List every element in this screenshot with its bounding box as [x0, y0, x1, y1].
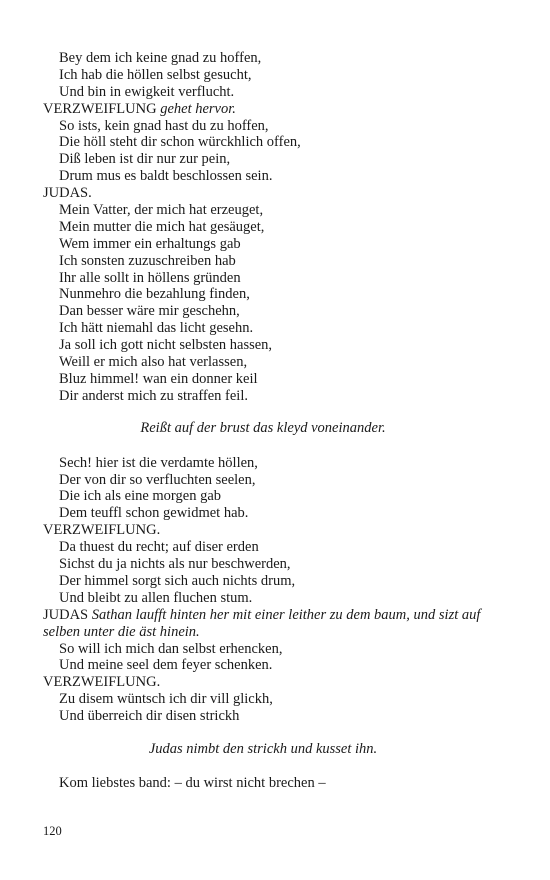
verse-line: Mein Vatter, der mich hat erzeuget,: [59, 202, 264, 219]
speaker-line: [43, 607, 483, 641]
verse-line: Der himmel sorgt sich auch nichts drum,: [59, 572, 296, 589]
verse-block-5: [43, 539, 483, 607]
verse-line: Und bin in ewigkeit verflucht.: [59, 83, 235, 100]
speaker-name: VERZWEIFLUNG: [43, 100, 157, 117]
verse-block-1: [43, 50, 483, 101]
speaker-name: JUDAS: [43, 606, 89, 623]
verse-line: Und meine seel dem feyer schenken.: [59, 657, 273, 674]
speaker-name: VERZWEIFLUNG.: [43, 674, 161, 691]
verse-line: Ich hätt niemahl das licht gesehn.: [59, 320, 254, 337]
verse-line: Dir anderst mich zu straffen feil.: [59, 387, 248, 404]
text-page: [43, 50, 483, 792]
verse-line: Diß leben ist dir nur zur pein,: [59, 151, 231, 168]
verse-line: Weill er mich also hat verlassen,: [59, 354, 248, 371]
verse-line: Da thuest du recht; auf diser erden: [59, 539, 259, 556]
verse-line: Und bleibt zu allen fluchen stum.: [59, 589, 253, 606]
verse-line: Mein mutter die mich hat gesäuget,: [59, 218, 265, 235]
verse-line: Drum mus es baldt beschlossen sein.: [59, 168, 273, 185]
speaker-line: [43, 101, 483, 118]
verse-line: Zu disem wüntsch ich dir vill glickh,: [59, 691, 273, 708]
stage-direction: Reißt auf der brust das kleyd voneinander.: [140, 419, 386, 436]
speaker-name: VERZWEIFLUNG.: [43, 522, 161, 539]
verse-line: Ich sonsten zuzuschreiben hab: [59, 252, 236, 269]
verse-line: Bluz himmel! wan ein donner keil: [59, 370, 258, 387]
verse-line: Und überreich dir disen strickh: [59, 708, 240, 725]
verse-line: Dan besser wäre mir geschehn,: [59, 303, 240, 320]
verse-line: Ich hab die höllen selbst gesucht,: [59, 66, 252, 83]
verse-line: Sech! hier ist die verdamte höllen,: [59, 454, 258, 471]
verse-line: So ists, kein gnad hast du zu hoffen,: [59, 117, 269, 134]
verse-line: Bey dem ich keine gnad zu hoffen,: [59, 50, 262, 66]
verse-line: Dem teuffl schon gewidmet hab.: [59, 505, 249, 522]
verse-block-6: [43, 641, 483, 675]
verse-line: Ihr alle sollt in höllens gründen: [59, 269, 241, 286]
verse-block-8: [43, 775, 483, 792]
speaker-direction: gehet hervor.: [160, 100, 236, 117]
verse-block-4: [43, 455, 483, 523]
page-number: 120: [43, 824, 62, 838]
verse-line: Sichst du ja nichts als nur beschwerden,: [59, 556, 291, 573]
verse-line: Die höll steht dir schon würckhlich offen,: [59, 134, 301, 151]
verse-line: Kom liebstes band: – du wirst nicht brechen –: [59, 774, 326, 791]
speaker-name: JUDAS.: [43, 185, 92, 202]
verse-line: So will ich mich dan selbst erhencken,: [59, 640, 283, 657]
verse-block-3: [43, 202, 483, 405]
verse-line: Die ich als eine morgen gab: [59, 488, 221, 505]
verse-block-7: [43, 691, 483, 725]
verse-line: Der von dir so verfluchten seelen,: [59, 471, 256, 488]
stage-direction: Judas nimbt den strickh und kusset ihn.: [148, 740, 378, 757]
speaker-direction: Sathan laufft hinten her mit einer leither zu dem baum, und sizt auf selben unter die äst hinein.: [43, 606, 481, 640]
verse-block-2: [43, 118, 483, 186]
verse-line: Wem immer ein erhaltungs gab: [59, 235, 241, 252]
verse-line: Ja soll ich gott nicht selbsten hassen,: [59, 337, 273, 354]
verse-line: Nunmehro die bezahlung finden,: [59, 286, 250, 303]
